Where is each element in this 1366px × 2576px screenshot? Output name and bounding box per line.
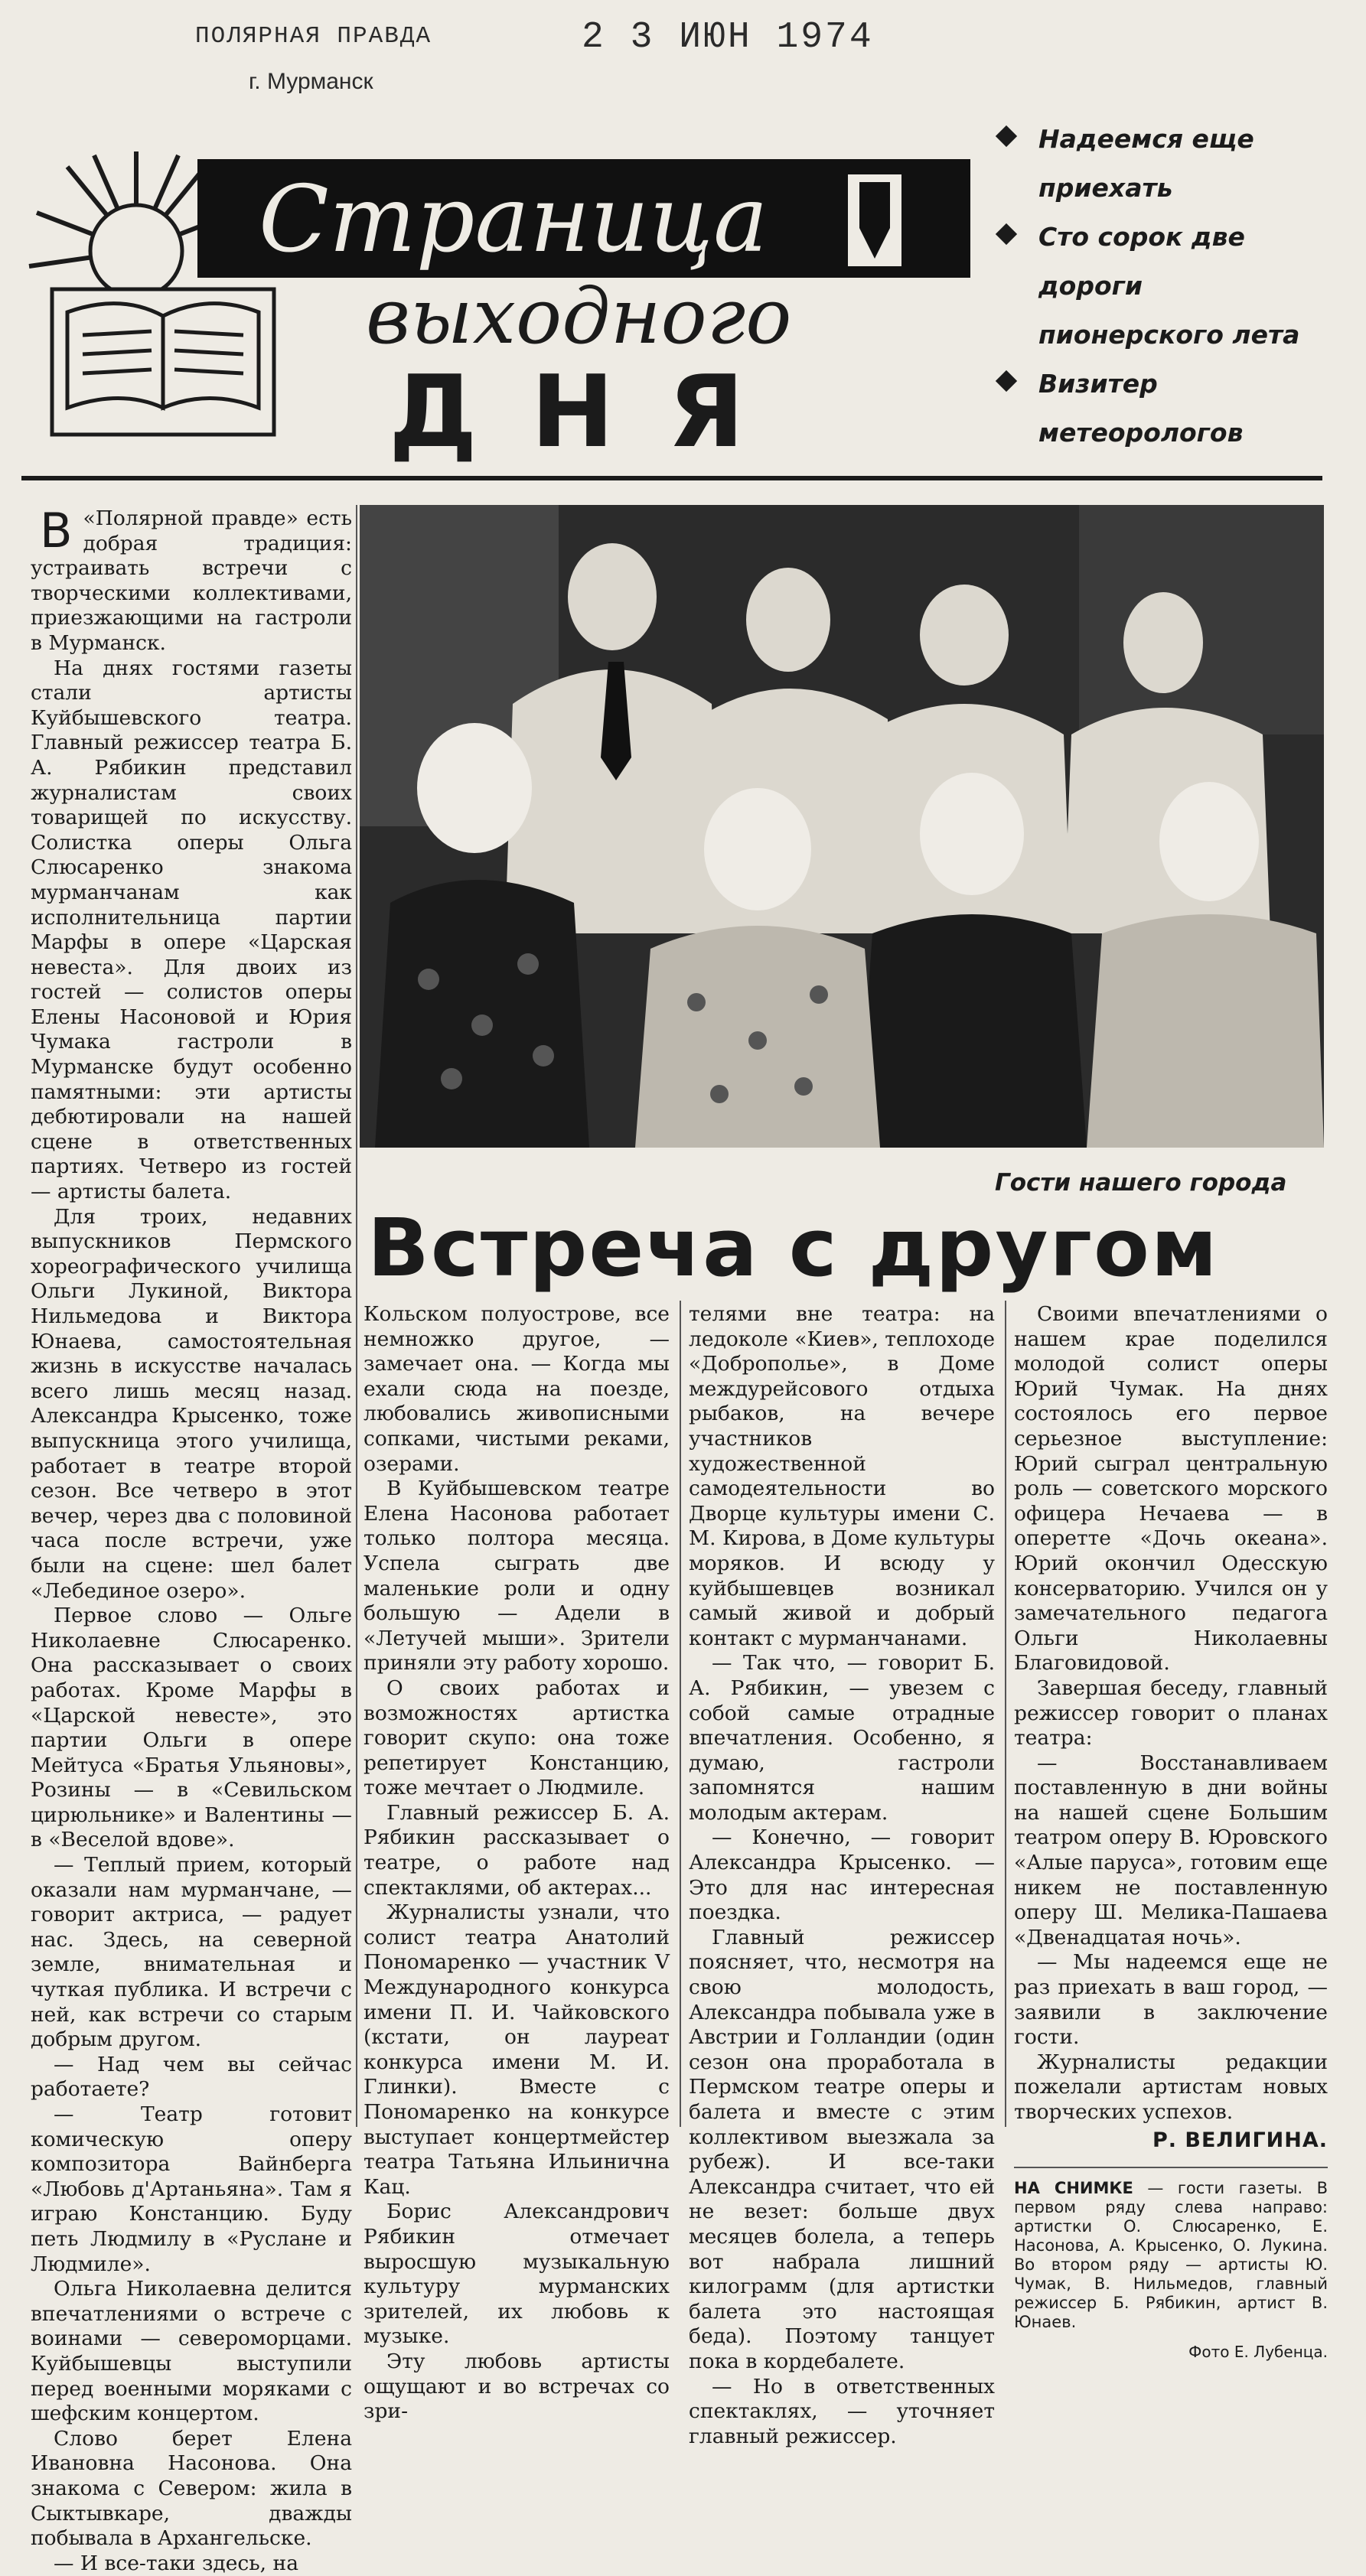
column-divider [680, 1301, 681, 2127]
column-divider [356, 505, 357, 2127]
paragraph: О своих работах и возможностях артистка говорит скупо: она тоже репетирует Констанцию, тоже мечтает о Людмиле. [364, 1676, 670, 1800]
paragraph: Для троих, недавних выпускников Пермского хореографического училища Ольги Лукиной, Виктора Нильмедова и Виктора Юнаева, самостоятельная жизнь в искусстве началась всего лишь месяц назад. Александра Крысенко, тоже выпускница этого училища, работает в театре второй сезон. Все четверо в этот вечер, через два с половиной часа после встречи, уже были на сцене: шел балет «Лебединое озеро». [31, 1204, 352, 1603]
paragraph: Борис Александрович Рябикин отмечает выросшую музыкальную культуру мурманских зрителей, их любовь к музыке. [364, 2200, 670, 2349]
paragraph: — Так что, — говорит Б. А. Рябикин, — увезем с собой самые отрадные впечатления. Особенно, я думаю, гастроли запомнятся нашим молодым актерам. [689, 1651, 995, 1825]
paragraph: Слово берет Елена Ивановна Насонова. Она знакома с Севером: жила в Сыктывкаре, дважды побывала в Архангельске. [31, 2426, 352, 2551]
paragraph: — Но в ответственных спектаклях, — уточняет главный режиссер. [689, 2374, 995, 2448]
paragraph: Своими впечатлениями о нашем крае поделился молодой солист оперы Юрий Чумак. На днях состоялось его первое серьезное выступление: Юрий сыграл центральную роль — советского морского офицера Нечаева — в оперетте «Дочь океана». Юрий окончил Одесскую консерваторию. Учился он у замечательного педагога Ольги Николаевны Благовидовой. [1014, 1302, 1328, 1676]
photo-credit: Фото Е. Лубенца. [1188, 2343, 1328, 2362]
teaser-list [999, 115, 1335, 458]
paragraph: Главный режиссер Б. А. Рябикин рассказывает о театре, о работе над спектаклями, об актерах... [364, 1800, 670, 1900]
teaser-item: Визитер метеорологов [999, 360, 1335, 458]
paragraph: — И все-таки здесь, на [54, 2551, 298, 2575]
article-headline: Встреча с другом [367, 1201, 1219, 1295]
stamp-date: 2 3 ИЮН 1974 [582, 17, 874, 58]
paragraph: В Куйбышевском театре Елена Насонова работает только полтора месяца. Успела сыграть две маленькие роли и одну большую — Адели в «Летучей мыши». Зрители приняли эту работу хорошо. [364, 1477, 670, 1676]
svg-text:выходного: выходного [366, 272, 792, 361]
paragraph: телями вне театра: на ледоколе «Киев», теплоходе «Доброполье», в Доме междурейсового отдыха рыбаков, на вечере участников художественной самодеятельности во Дворце культуры имени С. М. Кирова, в Доме культуры моряков. И всюду у куйбышевцев возникал самый живой и добрый контакт с мурманчанами. [689, 1302, 995, 1650]
article-column-3 [689, 1302, 995, 2448]
paragraph: Кольском полуострове, все немножко другое, — замечает она. — Когда мы ехали сюда на поезде, любовались живописными сопками, чистыми реками, озерами. [364, 1302, 670, 1476]
paragraph: Завершая беседу, главный режиссер говорит о планах театра: [1014, 1676, 1328, 1750]
author-signature: Р. ВЕЛИГИНА. [1152, 2128, 1328, 2152]
article-column-1 [31, 503, 352, 2575]
diamond-bullet-icon [996, 125, 1017, 147]
stamp-newspaper-name: ПОЛЯРНАЯ ПРАВДА [195, 23, 432, 50]
header-divider [21, 476, 1322, 480]
paragraph: Эту любовь артисты ощущают и во встречах со зри- [364, 2349, 670, 2424]
article-column-2 [364, 1302, 670, 2424]
caption-text: — гости газеты. В первом ряду слева направо: артистки О. Слюсаренко, Е. Насонова, А. Крысенко, О. Лукина. Во втором ряду — артисты Ю. Чумак, В. Нильмедов, главный режиссер Б. Рябикин, артист В. Юнаев. [1014, 2179, 1328, 2332]
stamp-city: г. Мурманск [249, 69, 373, 94]
paragraph: — Восстанавливаем поставленную в дни войны на нашей сцене Большим театром оперу В. Юровского «Алые паруса», готовим еще никем не поставленную оперу Ш. Мелика-Пашаева «Двенадцатая ночь». [1014, 1750, 1328, 1949]
paragraph: Журналисты узнали, что солист театра Анатолий Пономаренко — участник V Международного конкурса имени П. И. Чайковского (кстати, он лауреат конкурса имени М. И. Глинки). Вместе с Пономаренко на конкурсе выступает концертмейстер театра Татьяна Ильинична Кац. [364, 1900, 670, 2199]
paragraph: Журналисты редакции пожелали артистам новых творческих успехов. [1014, 2050, 1328, 2124]
drop-cap: В [40, 503, 73, 559]
group-photo [360, 505, 1324, 1148]
article-column-4 [1014, 1302, 1328, 2362]
svg-text:ДНЯ: ДНЯ [389, 353, 798, 470]
masthead-logo [21, 136, 970, 470]
caption-lead: НА СНИМКЕ [1014, 2179, 1133, 2198]
teaser-item: Надеемся еще приехать [999, 115, 1335, 213]
paragraph: Первое слово — Ольге Николаевне Слюсаренко. Она рассказывает о своих работах. Кроме Марфы в «Царской невесте», это партии Ольги в опере Мейтуса «Братья Ульяновы», Розины — в «Севильском цирюльнике» и Валентины — в «Веселой вдове». [31, 1604, 352, 1852]
diamond-bullet-icon [996, 223, 1017, 245]
paragraph: — Мы надеемся еще не раз приехать в ваш город, — заявили в заключение гости. [1014, 1950, 1328, 2050]
paragraph: — Театр готовит комическую оперу композитора Вайнберга «Любовь д'Артаньяна». Там я играю Констанцию. Буду петь Людмилу в «Руслане и Людмиле». [31, 2102, 352, 2276]
book-icon [67, 304, 259, 408]
paragraph: Ольга Николаевна делится впечатлениями о встрече с воинами — североморцами. Куйбышевцы выступили перед военными моряками с шефским концертом. [31, 2277, 352, 2426]
paragraph: — Теплый прием, который оказали нам мурманчане, — говорит актриса, — радует нас. Здесь, на северной земле, внимательная и чуткая публика. И встречи с ней, как встречи со старым добрым другом. [31, 1853, 352, 2052]
diamond-bullet-icon [996, 370, 1017, 392]
paragraph: Главный режиссер поясняет, что, несмотря на свою молодость, Александра побывала уже в Австрии и Голландии (один сезон она проработала в Пермском театре оперы и балета и вместе с этим коллективом выезжала за рубеж). И все-таки Александра считает, что ей не везет: больше двух месяцев болела, а теперь вот набрала лишний килограмм (для артистки балета это настоящая беда). Поэтому танцует пока в кордебалете. [689, 1925, 995, 2373]
paragraph: «Полярной правде» есть добрая традиция: устраивать встречи с творческими коллективами, приезжающими на гастроли в Мурманск. [31, 506, 352, 655]
paragraph: — Конечно, — говорит Александра Крысенко. — Это для нас интересная поездка. [689, 1825, 995, 1925]
teaser-item: Сто сорок две дороги пионерского лета [999, 213, 1335, 360]
column-divider [1005, 1301, 1006, 2127]
paragraph: — Над чем вы сейчас работаете? [31, 2052, 352, 2102]
pen-nib-icon [848, 174, 901, 266]
svg-text:Страница: Страница [259, 167, 768, 273]
paragraph: На днях гостями газеты стали артисты Куйбышевского театра. Главный режиссер театра Б. А. Рябикин представил журналистам своих товарищей по искусству. Солистка оперы Ольга Слюсаренко знакома мурманчанам как исполнительница партии Марфы в опере «Царская невеста». Для двоих из гостей — солистов оперы Елены Насоновой и Юрия Чумака гастроли в Мурманске будут особенно памятными: эти артисты дебютировали на нашей сцене в ответственных партиях. Четверо из гостей — артисты балета. [31, 656, 352, 1204]
photo-caption [1014, 2167, 1328, 2332]
article-kicker: Гости нашего города [995, 1169, 1287, 1197]
